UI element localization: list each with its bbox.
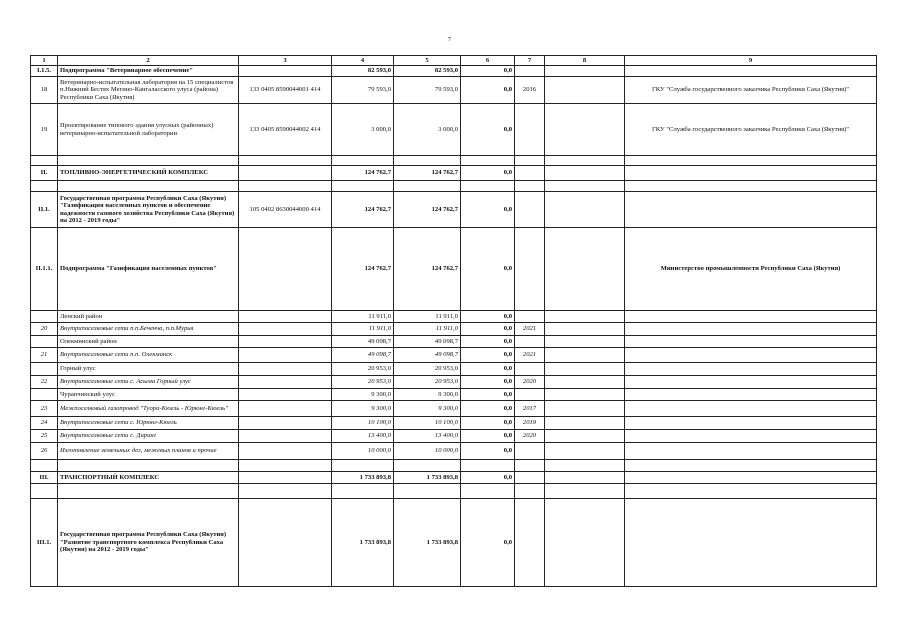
cell-col5: 20 953,0 — [394, 363, 461, 376]
cell-executor: ГКУ "Служба государственного заказчика Республики Саха (Якутия)" — [625, 77, 877, 104]
cell-executor — [625, 166, 877, 181]
cell-executor — [625, 363, 877, 376]
table-row — [31, 311, 877, 323]
cell-number: II.1. — [31, 192, 58, 228]
cell-executor — [625, 499, 877, 587]
table-row — [31, 77, 877, 104]
cell-code — [239, 376, 332, 389]
cell-name: Межпоселковый газопровод "Туора-Кюель - Юрюнг-Кюель" — [58, 401, 239, 417]
cell-year — [515, 443, 545, 460]
table-row — [31, 484, 877, 499]
cell-executor — [625, 181, 877, 192]
cell-col5: 9 300,0 — [394, 389, 461, 401]
cell-name — [58, 484, 239, 499]
cell-name: Внутрипоселковые сети с. Диринг — [58, 430, 239, 443]
budget-table — [30, 55, 877, 587]
cell-col5: 10 000,0 — [394, 443, 461, 460]
cell-name: Государственная программа Республики Саха (Якутия) "Развитие транспортного комплекса Республики Саха (Якутия) на 2012 - 2019 годы" — [58, 499, 239, 587]
cell-col8 — [545, 228, 625, 311]
cell-col6: 0,0 — [461, 336, 515, 348]
cell-col4: 82 593,0 — [332, 66, 394, 77]
cell-col8 — [545, 156, 625, 166]
cell-col8 — [545, 348, 625, 363]
cell-col8 — [545, 336, 625, 348]
cell-col6: 0,0 — [461, 472, 515, 484]
cell-executor — [625, 417, 877, 430]
cell-col5: 13 400,0 — [394, 430, 461, 443]
cell-col5: 10 100,0 — [394, 417, 461, 430]
cell-code — [239, 430, 332, 443]
cell-year: 2021 — [515, 323, 545, 336]
cell-col4: 124 762,7 — [332, 192, 394, 228]
cell-name: Внутрипоселковые сети с. Юрюнг-Кюель — [58, 417, 239, 430]
cell-col6: 0,0 — [461, 192, 515, 228]
cell-col4: 11 911,0 — [332, 323, 394, 336]
cell-code — [239, 499, 332, 587]
cell-col6: 0,0 — [461, 166, 515, 181]
cell-name: Внутрипоселковые сети п.п. Олекминск — [58, 348, 239, 363]
cell-col4 — [332, 181, 394, 192]
cell-number: III.1. — [31, 499, 58, 587]
cell-col5: 11 911,0 — [394, 323, 461, 336]
cell-number — [31, 484, 58, 499]
header-row — [31, 56, 877, 66]
cell-col5 — [394, 484, 461, 499]
cell-col5: 49 098,7 — [394, 348, 461, 363]
cell-code — [239, 228, 332, 311]
cell-col6 — [461, 460, 515, 472]
cell-col4 — [332, 484, 394, 499]
cell-executor — [625, 376, 877, 389]
cell-executor — [625, 443, 877, 460]
cell-executor — [625, 348, 877, 363]
cell-col4: 13 400,0 — [332, 430, 394, 443]
cell-number: 25 — [31, 430, 58, 443]
cell-executor — [625, 311, 877, 323]
cell-number: II.1.1. — [31, 228, 58, 311]
cell-col4: 10 100,0 — [332, 417, 394, 430]
cell-number — [31, 389, 58, 401]
page-number: 7 — [448, 37, 451, 43]
cell-col5: 124 762,7 — [394, 192, 461, 228]
table-row — [31, 376, 877, 389]
cell-name — [58, 181, 239, 192]
cell-col4: 1 733 893,8 — [332, 472, 394, 484]
cell-col6: 0,0 — [461, 104, 515, 156]
cell-name: Государственная программа Республики Саха (Якутия) "Газификация населенных пунктов и обеспечение надежности газового хозяйства Республики Саха (Якутия) на 2012 - 2019 годы" — [58, 192, 239, 228]
cell-col6: 0,0 — [461, 363, 515, 376]
cell-year: 2020 — [515, 430, 545, 443]
cell-number — [31, 460, 58, 472]
table-row — [31, 499, 877, 587]
header-cell: 5 — [394, 56, 461, 66]
cell-code — [239, 460, 332, 472]
cell-col8 — [545, 166, 625, 181]
cell-col4: 124 762,7 — [332, 228, 394, 311]
table-row — [31, 323, 877, 336]
cell-code — [239, 484, 332, 499]
cell-number: 23 — [31, 401, 58, 417]
cell-name: Изготовление земельных дел, межевых планов и прочие — [58, 443, 239, 460]
cell-code — [239, 66, 332, 77]
cell-executor — [625, 389, 877, 401]
cell-col4: 11 911,0 — [332, 311, 394, 323]
cell-executor — [625, 323, 877, 336]
cell-code — [239, 401, 332, 417]
table-row — [31, 363, 877, 376]
table-row — [31, 401, 877, 417]
cell-col6: 0,0 — [461, 77, 515, 104]
cell-col4: 9 300,0 — [332, 389, 394, 401]
cell-name: Подпрограмма "Ветеринарное обеспечение" — [58, 66, 239, 77]
cell-year — [515, 156, 545, 166]
cell-year — [515, 389, 545, 401]
cell-code — [239, 348, 332, 363]
cell-name: ТОПЛИВНО-ЭНЕРГЕТИЧЕСКИЙ КОМПЛЕКС — [58, 166, 239, 181]
table-row — [31, 430, 877, 443]
cell-code — [239, 156, 332, 166]
cell-col5: 11 911,0 — [394, 311, 461, 323]
cell-col4 — [332, 460, 394, 472]
cell-col6: 0,0 — [461, 376, 515, 389]
cell-col6: 0,0 — [461, 499, 515, 587]
cell-col5: 124 762,7 — [394, 228, 461, 311]
cell-col6: 0,0 — [461, 348, 515, 363]
cell-year — [515, 499, 545, 587]
cell-col6 — [461, 484, 515, 499]
cell-col8 — [545, 472, 625, 484]
cell-executor — [625, 401, 877, 417]
cell-code — [239, 417, 332, 430]
table-row — [31, 66, 877, 77]
cell-executor — [625, 484, 877, 499]
cell-number: II. — [31, 166, 58, 181]
cell-col8 — [545, 363, 625, 376]
cell-executor: ГКУ "Служба государственного заказчика Республики Саха (Якутия)" — [625, 104, 877, 156]
cell-col5: 20 953,0 — [394, 376, 461, 389]
cell-code — [239, 166, 332, 181]
header-cell: 1 — [31, 56, 58, 66]
cell-code: 133 0405 8590044001 414 — [239, 77, 332, 104]
cell-code — [239, 472, 332, 484]
cell-col8 — [545, 484, 625, 499]
cell-year: 2019 — [515, 417, 545, 430]
cell-number — [31, 363, 58, 376]
cell-code — [239, 389, 332, 401]
header-cell: 4 — [332, 56, 394, 66]
cell-code — [239, 311, 332, 323]
cell-year — [515, 336, 545, 348]
cell-col4: 49 098,7 — [332, 348, 394, 363]
cell-col5 — [394, 181, 461, 192]
cell-col8 — [545, 66, 625, 77]
header-cell: 3 — [239, 56, 332, 66]
table-row — [31, 460, 877, 472]
cell-number — [31, 181, 58, 192]
table-row — [31, 156, 877, 166]
cell-number — [31, 156, 58, 166]
cell-name: Чурапчинский улус — [58, 389, 239, 401]
cell-name: Ленский район — [58, 311, 239, 323]
cell-number — [31, 311, 58, 323]
cell-code — [239, 443, 332, 460]
cell-col5: 1 733 893,8 — [394, 472, 461, 484]
cell-col4: 20 953,0 — [332, 363, 394, 376]
cell-name: Проектирование типового здания улусных (районных) ветеринарно-испытательной лаборатории — [58, 104, 239, 156]
header-cell: 9 — [625, 56, 877, 66]
cell-executor — [625, 472, 877, 484]
cell-col6 — [461, 181, 515, 192]
cell-col4: 124 762,7 — [332, 166, 394, 181]
cell-col6: 0,0 — [461, 443, 515, 460]
cell-executor — [625, 336, 877, 348]
cell-year — [515, 472, 545, 484]
cell-col5 — [394, 460, 461, 472]
table-row — [31, 181, 877, 192]
cell-col8 — [545, 323, 625, 336]
cell-number: 19 — [31, 104, 58, 156]
cell-code — [239, 336, 332, 348]
cell-executor — [625, 192, 877, 228]
cell-col8 — [545, 192, 625, 228]
header-cell: 2 — [58, 56, 239, 66]
table-row — [31, 472, 877, 484]
table-row — [31, 166, 877, 181]
cell-executor — [625, 460, 877, 472]
cell-executor — [625, 430, 877, 443]
cell-code — [239, 323, 332, 336]
cell-name: ТРАНСПОРТНЫЙ КОМПЛЕКС — [58, 472, 239, 484]
table-row — [31, 336, 877, 348]
cell-year: 2016 — [515, 77, 545, 104]
cell-executor — [625, 156, 877, 166]
cell-name — [58, 156, 239, 166]
cell-col6: 0,0 — [461, 401, 515, 417]
cell-col5: 82 593,0 — [394, 66, 461, 77]
cell-name: Внутрипоселковые сети п.п.Беченча, п.п.Мурья — [58, 323, 239, 336]
cell-year — [515, 228, 545, 311]
cell-col8 — [545, 77, 625, 104]
table-row — [31, 104, 877, 156]
cell-col8 — [545, 417, 625, 430]
cell-year — [515, 484, 545, 499]
cell-name: Олекминский район — [58, 336, 239, 348]
cell-col5: 79 593,0 — [394, 77, 461, 104]
table-row — [31, 348, 877, 363]
cell-executor — [625, 66, 877, 77]
cell-name: Подпрограмма "Газификация населенных пунктов" — [58, 228, 239, 311]
cell-col5: 1 733 893,8 — [394, 499, 461, 587]
cell-col6: 0,0 — [461, 323, 515, 336]
header-cell: 8 — [545, 56, 625, 66]
cell-col5: 3 000,0 — [394, 104, 461, 156]
cell-code — [239, 363, 332, 376]
cell-name: Ветеринарно-испытательная лаборатория на 15 специалистов п.Нижний Бестях Мегино-Кангаласского улуса (района) Республики Саха (Якутия) — [58, 77, 239, 104]
cell-name: Горный улус — [58, 363, 239, 376]
cell-col8 — [545, 499, 625, 587]
cell-code: 105 0402 8630044000 414 — [239, 192, 332, 228]
cell-col6: 0,0 — [461, 311, 515, 323]
cell-col4: 79 593,0 — [332, 77, 394, 104]
cell-number: 26 — [31, 443, 58, 460]
cell-col6 — [461, 156, 515, 166]
cell-executor: Министерство промышленности Республики Саха (Якутия) — [625, 228, 877, 311]
cell-col4 — [332, 156, 394, 166]
cell-year: 2020 — [515, 376, 545, 389]
cell-code — [239, 181, 332, 192]
cell-number: 18 — [31, 77, 58, 104]
cell-col8 — [545, 401, 625, 417]
cell-year — [515, 104, 545, 156]
table-row — [31, 417, 877, 430]
cell-col5: 9 300,0 — [394, 401, 461, 417]
cell-number: I.1.5. — [31, 66, 58, 77]
table-row — [31, 443, 877, 460]
cell-col5: 49 098,7 — [394, 336, 461, 348]
cell-number: 20 — [31, 323, 58, 336]
cell-col8 — [545, 181, 625, 192]
cell-name — [58, 460, 239, 472]
cell-year: 2017 — [515, 401, 545, 417]
cell-col6: 0,0 — [461, 417, 515, 430]
cell-col8 — [545, 430, 625, 443]
cell-col4: 49 098,7 — [332, 336, 394, 348]
cell-year — [515, 363, 545, 376]
cell-col8 — [545, 311, 625, 323]
cell-col4: 20 953,0 — [332, 376, 394, 389]
cell-year — [515, 166, 545, 181]
cell-col4: 1 733 893,8 — [332, 499, 394, 587]
cell-col6: 0,0 — [461, 430, 515, 443]
cell-number: 24 — [31, 417, 58, 430]
cell-col8 — [545, 443, 625, 460]
cell-col8 — [545, 376, 625, 389]
cell-col5: 124 762,7 — [394, 166, 461, 181]
cell-col8 — [545, 104, 625, 156]
cell-number: 22 — [31, 376, 58, 389]
cell-code: 133 0405 8590044002 414 — [239, 104, 332, 156]
table-row — [31, 192, 877, 228]
cell-number: 21 — [31, 348, 58, 363]
cell-name: Внутрипоселковые сети с. Асыма Горный улус — [58, 376, 239, 389]
header-cell: 7 — [515, 56, 545, 66]
cell-year: 2021 — [515, 348, 545, 363]
cell-col4: 3 000,0 — [332, 104, 394, 156]
cell-number: III. — [31, 472, 58, 484]
cell-year — [515, 311, 545, 323]
cell-year — [515, 192, 545, 228]
table-row — [31, 389, 877, 401]
cell-col6: 0,0 — [461, 228, 515, 311]
cell-col8 — [545, 389, 625, 401]
cell-year — [515, 181, 545, 192]
cell-number — [31, 336, 58, 348]
cell-year — [515, 460, 545, 472]
cell-col8 — [545, 460, 625, 472]
cell-col6: 0,0 — [461, 66, 515, 77]
cell-col4: 10 000,0 — [332, 443, 394, 460]
cell-year — [515, 66, 545, 77]
header-cell: 6 — [461, 56, 515, 66]
cell-col5 — [394, 156, 461, 166]
cell-col4: 9 300,0 — [332, 401, 394, 417]
table-row — [31, 228, 877, 311]
cell-col6: 0,0 — [461, 389, 515, 401]
